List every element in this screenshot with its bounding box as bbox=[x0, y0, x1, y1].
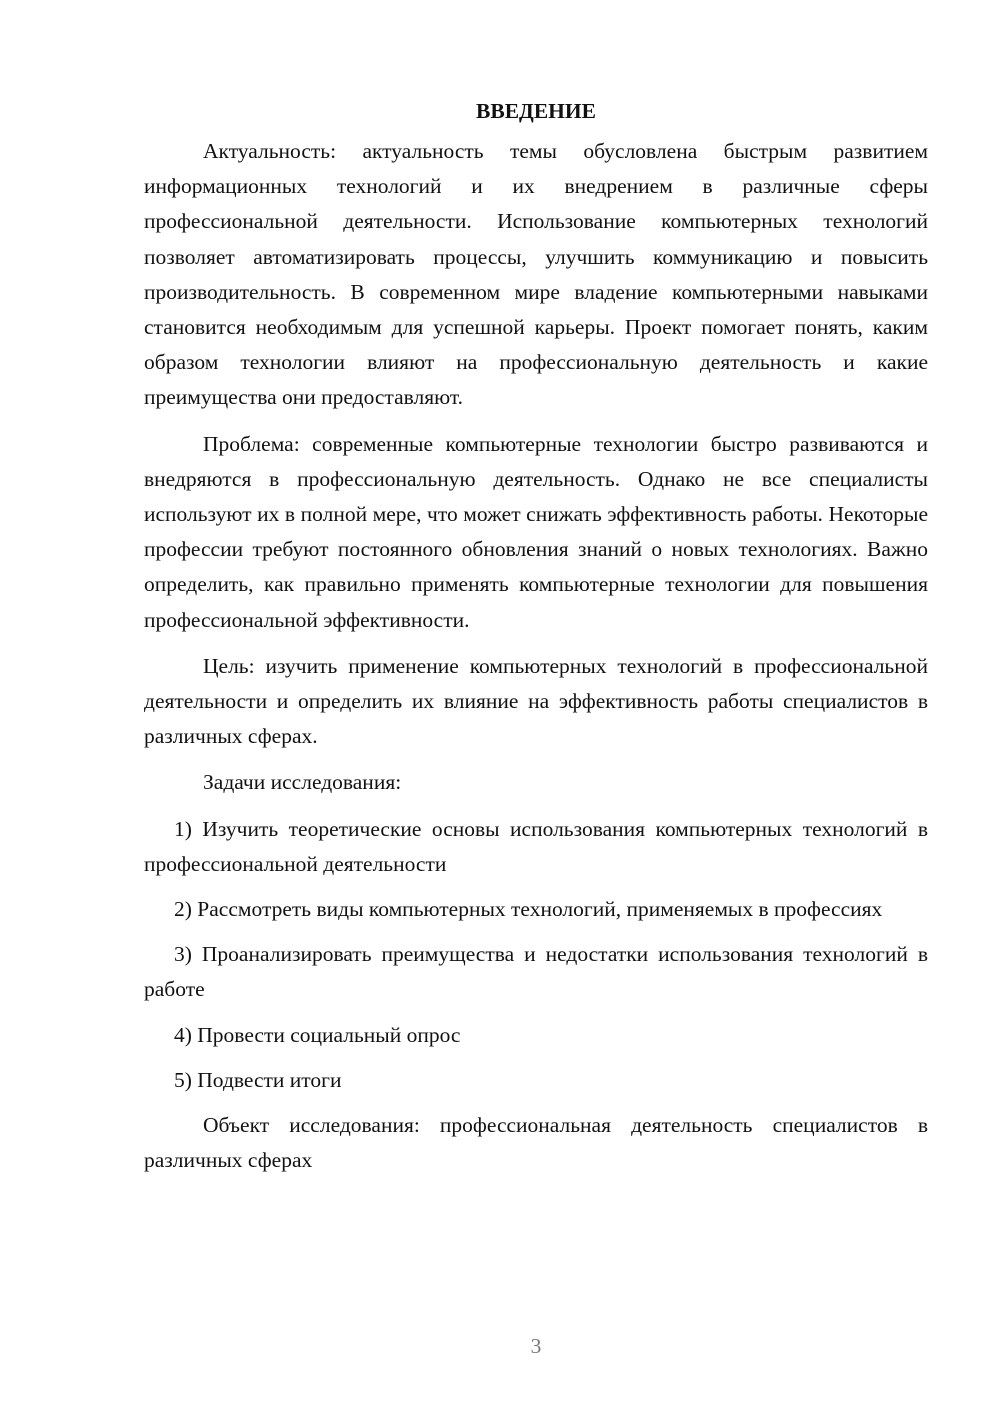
task-item: 5) Подвести итоги bbox=[174, 1067, 342, 1092]
task-item: 2) Рассмотреть виды компьютерных технологий, применяемых в профессиях bbox=[174, 897, 883, 922]
research-object-paragraph: Объект исследования: профессиональная деятельность специалистов в различных сферах bbox=[144, 1113, 928, 1173]
page-content bbox=[144, 92, 928, 1189]
task-item: 1) Изучить теоретические основы использования компьютерных технологий в профессиональной деятельности bbox=[144, 816, 928, 876]
problem-paragraph: Проблема: современные компьютерные технологии быстро развиваются и внедряются в профессиональную деятельность. Однако не все специалисты используют их в полной мере, что может снижать эффективность работы. Некоторые профессии требуют постоянного обновления знаний о новых технологиях. Важно определить, как правильно применять компьютерные технологии для повышения профессиональной эффективности. bbox=[144, 431, 928, 632]
task-item: 4) Провести социальный опрос bbox=[174, 1022, 461, 1047]
task-item: 3) Проанализировать преимущества и недостатки использования технологий в работе bbox=[144, 942, 928, 1002]
page-title: ВВЕДЕНИЕ bbox=[476, 99, 596, 123]
tasks-heading: Задачи исследования: bbox=[203, 770, 402, 795]
page-number: 3 bbox=[530, 1334, 542, 1358]
relevance-paragraph: Актуальность: актуальность темы обусловлена быстрым развитием информационных технологий и их внедрением в различные сферы профессиональной деятельности. Использование компьютерных технологий позволяет автоматизировать процессы, улучшить коммуникацию и повысить производительность. В современном мире владение компьютерными навыками становится необходимым для успешной карьеры. Проект помогает понять, каким образом технологии влияют на профессиональную деятельность и какие преимущества они предоставляют. bbox=[144, 139, 928, 410]
goal-paragraph: Цель: изучить применение компьютерных технологий в профессиональной деятельности и определить их влияние на эффективность работы специалистов в различных сферах. bbox=[144, 653, 928, 749]
